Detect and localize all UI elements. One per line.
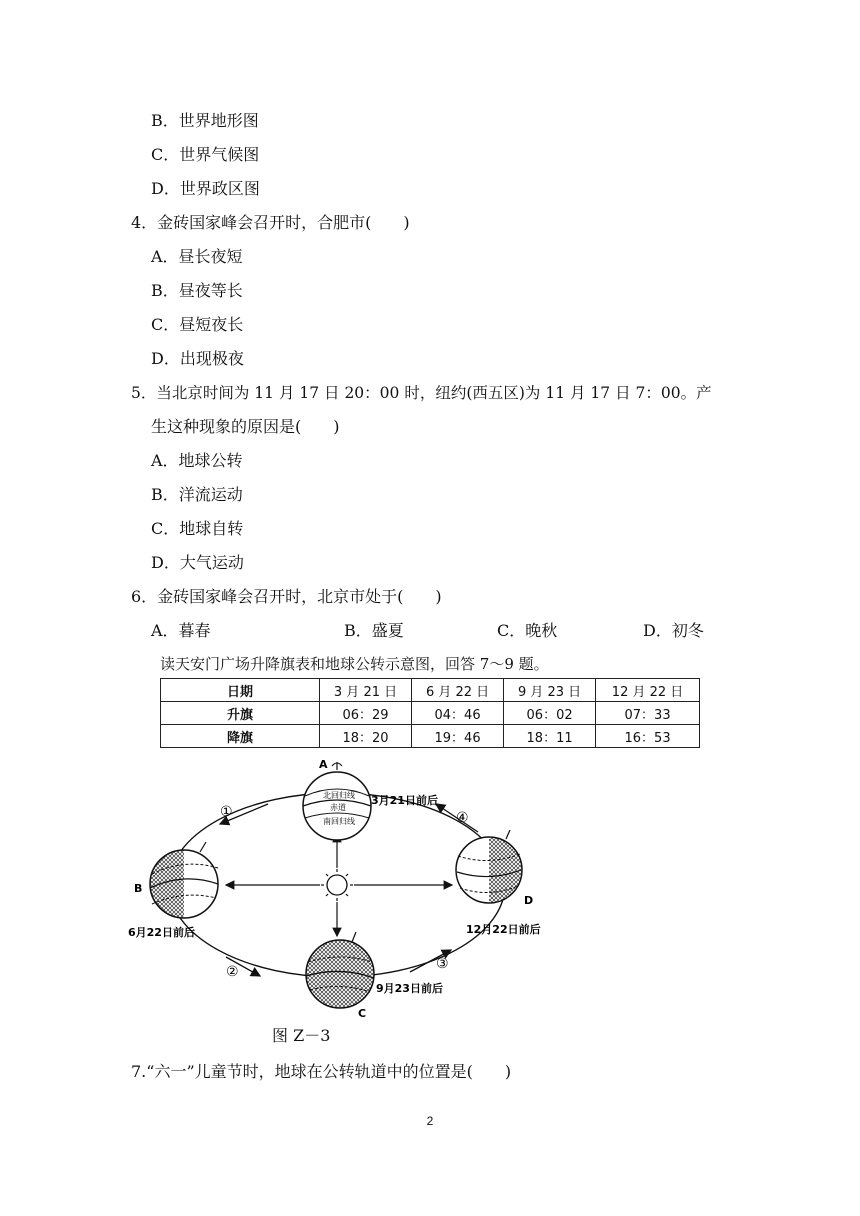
earth-position-b: [148, 842, 220, 922]
label-c: C: [358, 1007, 367, 1020]
arrow-label-3: ③: [436, 956, 449, 972]
option-6c: C．晚秋: [497, 621, 558, 640]
arrow-label-2: ②: [226, 964, 239, 980]
table-row: [161, 702, 700, 725]
table-cell: 日期: [161, 679, 320, 702]
table-cell: 12 月 22 日: [596, 679, 700, 702]
table-cell: 升旗: [161, 702, 320, 725]
table-cell: 06：02: [504, 702, 596, 725]
option-4b: B．昼夜等长: [151, 281, 243, 300]
question-5-line2: 生这种现象的原因是( ): [151, 417, 340, 436]
option-6d: D．初冬: [643, 621, 704, 640]
option-4a: A．昼长夜短: [151, 247, 243, 266]
label-d: D: [524, 894, 534, 907]
intro-7-9: 读天安门广场升降旗表和地球公转示意图，回答 7～9 题。: [160, 655, 549, 673]
table-cell: 18：20: [320, 725, 412, 748]
tropic-n-label: 北回归线: [323, 791, 355, 800]
earth-orbit-diagram: [118, 752, 578, 1022]
date-c: 9月23日前后: [376, 982, 443, 995]
table-cell: 06：29: [320, 702, 412, 725]
table-cell: 6 月 22 日: [412, 679, 504, 702]
option-6b: B．盛夏: [344, 621, 404, 640]
equator-label: 赤道: [330, 803, 346, 812]
table-cell: 18：11: [504, 725, 596, 748]
table-cell: 9 月 23 日: [504, 679, 596, 702]
earth-position-a: [303, 762, 371, 840]
question-7: 7.“六一”儿童节时，地球在公转轨道中的位置是( ): [131, 1062, 512, 1081]
earth-position-d: [456, 830, 523, 903]
arrow-label-1: ①: [220, 804, 233, 820]
question-4: 4．金砖国家峰会召开时，合肥市( ): [131, 213, 410, 232]
flag-time-table: [160, 678, 700, 748]
date-d: 12月22日前后: [466, 923, 541, 936]
date-a: 3月21日前后: [371, 794, 438, 807]
option-5a: A．地球公转: [151, 451, 243, 470]
question-6: 6．金砖国家峰会召开时，北京市处于( ): [131, 587, 442, 606]
tropic-s-label: 南回归线: [323, 817, 355, 826]
option-4d: D．出现极夜: [151, 349, 244, 368]
table-cell: 07：33: [596, 702, 700, 725]
page-number: 2: [426, 1114, 434, 1128]
option-4c: C．昼短夜长: [151, 315, 244, 334]
option-6a: A．暮春: [151, 621, 211, 640]
table-row: [161, 725, 700, 748]
table-cell: 3 月 21 日: [320, 679, 412, 702]
option-3d: D．世界政区图: [151, 179, 260, 198]
option-3c: C．世界气候图: [151, 145, 260, 164]
table-cell: 04：46: [412, 702, 504, 725]
label-a: A: [319, 758, 328, 771]
label-b: B: [134, 882, 143, 895]
earth-position-c: [304, 932, 376, 1010]
sun-icon: [321, 869, 353, 901]
option-5c: C．地球自转: [151, 519, 244, 538]
table-cell: 16：53: [596, 725, 700, 748]
table-row: [161, 679, 700, 702]
figure-caption: 图 Z－3: [272, 1026, 331, 1045]
option-3b: B．世界地形图: [151, 111, 259, 130]
option-5b: B．洋流运动: [151, 485, 243, 504]
table-cell: 19：46: [412, 725, 504, 748]
option-5d: D．大气运动: [151, 553, 244, 572]
arrow-label-4: ④: [456, 810, 469, 826]
date-b: 6月22日前后: [128, 926, 195, 939]
question-5-line1: 5．当北京时间为 11 月 17 日 20：00 时，纽约(西五区)为 11 月 17 日 7：00。产: [131, 384, 712, 402]
table-cell: 降旗: [161, 725, 320, 748]
